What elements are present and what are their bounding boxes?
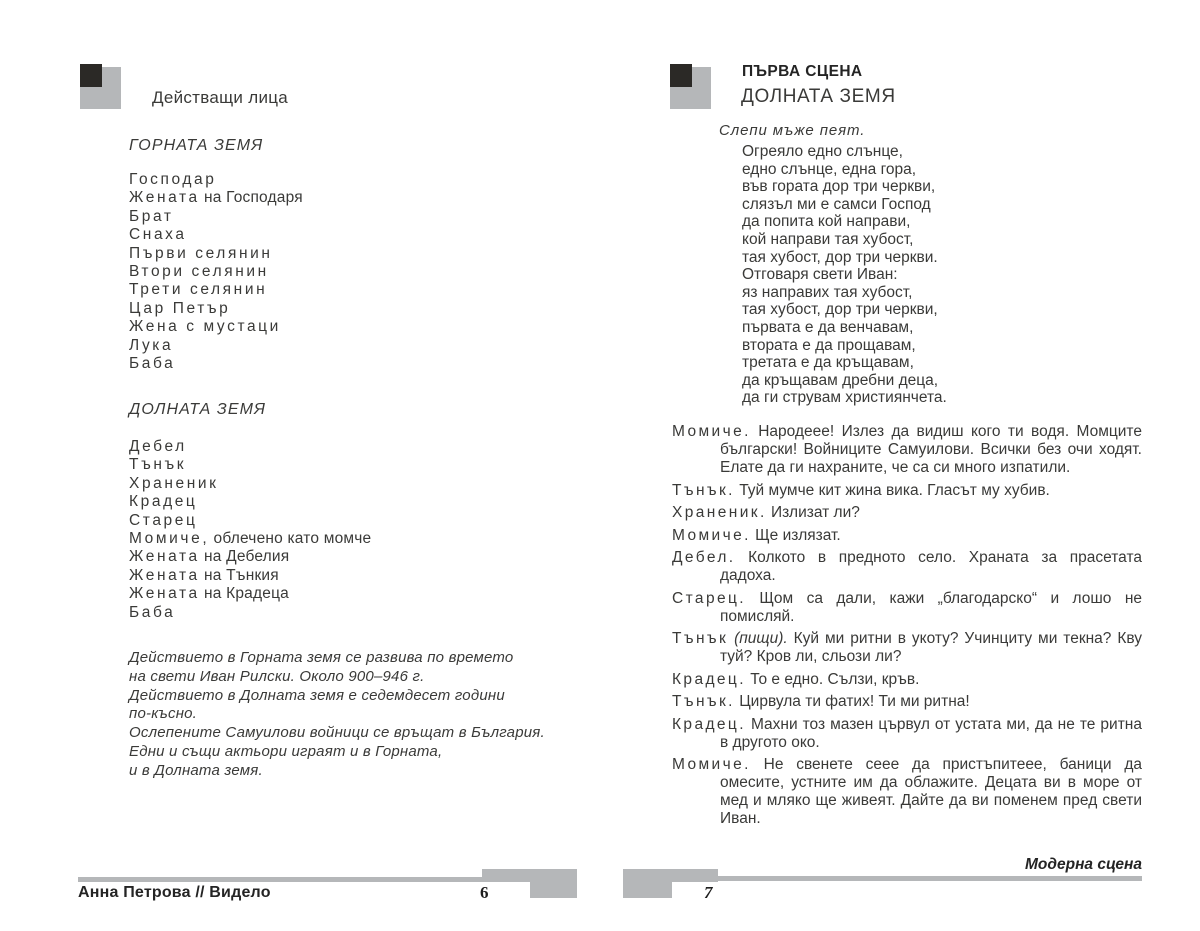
dialogue-entry: Тънък. Цирвула ти фатих! Ти ми ритна! — [672, 693, 970, 710]
page-corner-ornament-icon — [78, 64, 122, 110]
footer-book-title: Анна Петрова // Видело — [78, 884, 271, 901]
cast-member: Втори селянин — [129, 263, 269, 281]
dialogue-entry: Момиче. Народеее! Излез да видиш кого ти водя. Момците български! Войниците Самуилови. Всички без очи ходят. Елате да ги нахраните, че са си много изпатили. — [672, 423, 1142, 476]
dialogue-entry: Крадец. То е едно. Сълзи, кръв. — [672, 670, 920, 688]
song-line: тая хубост, дор три черкви, — [742, 301, 938, 319]
dialogue-entry: Тънък. Туй мумче кит жина вика. Гласът му хубив. — [672, 481, 1050, 499]
dialogue-text: Махни тоз мазен цървул от устата ми, да не те ритна в другото око. — [720, 715, 1142, 751]
song-line: третата е да кръщавам, — [742, 354, 914, 372]
dialogue-text: Не свенете сеее да пристъпитеее, баници да омесите, устните им да облажите. Децата ви в море от мед и мляко ще живеят. Дайте да ви поменем пред свети Иван. — [720, 756, 1143, 827]
cast-member: Баба — [129, 355, 176, 373]
note-line: по-късно. — [129, 705, 198, 723]
cast-member: Старец — [129, 511, 198, 529]
dialogue-entry: Старец. Щом са дали, кажи „благодарско“ и лошо не помисляй. — [672, 589, 1142, 625]
cast-member: Лука — [129, 336, 174, 354]
dialogue-entry: Момиче. Не свенете сеее да пристъпитеее, баници да омесите, устните им да облажите. Децата ви в море от мед и мляко ще живеят. Дайте да ви поменем пред свети Иван. — [672, 756, 1143, 827]
song-line: във гората дор три черкви, — [742, 178, 936, 196]
setting-note — [129, 649, 545, 781]
dialogue-entry: Дебел. Колкото в предното село. Храната за прасетата дадоха. — [672, 549, 1142, 584]
song-line: Отговаря свети Иван: — [742, 266, 898, 284]
scene-subtitle: ДОЛНАТА ЗЕМЯ — [741, 86, 896, 107]
song-line: слязъл ми е самси Господ — [742, 195, 931, 213]
cast-member: Жената на Господаря — [129, 189, 303, 207]
stage-direction: Слепи мъже пеят. — [719, 122, 866, 139]
note-line: на свети Иван Рилски. Около 900–946 г. — [129, 667, 425, 685]
dialogue-text: Излизат ли? — [770, 504, 860, 521]
song-line: да попита кой направи, — [742, 213, 911, 231]
cast-member: Храненик — [129, 474, 219, 492]
section-heading-lower-land: ДОЛНАТА ЗЕМЯ — [129, 401, 267, 418]
cast-member: Дебел — [129, 438, 187, 455]
dark-square-icon — [80, 64, 102, 87]
dialogue-text: Куй ми ритни в укоту? Учинциту ми текна? Кву туй? Кров ли, сльози ли? — [720, 630, 1142, 665]
footer-block-left-lower — [530, 882, 577, 898]
cast-member: Брат — [129, 207, 174, 225]
dark-square-icon — [670, 64, 692, 87]
note-line: Ослепените Самуилови войници се връщат в България. — [129, 724, 545, 742]
section-heading-upper-land: ГОРНАТА ЗЕМЯ — [129, 137, 264, 154]
dialogue-entry: Момиче. Ще излязат. — [672, 526, 841, 544]
dialogue-text: То е едно. Сълзи, кръв. — [750, 670, 920, 688]
footer-rule-right — [718, 876, 1142, 881]
note-line: и в Долната земя. — [129, 761, 263, 779]
song-line: кой направи тая хубост, — [742, 230, 914, 248]
dialogue-text: Колкото в предното село. Храната за прасетата дадоха. — [720, 549, 1142, 584]
dialogue-text: Щом са дали, кажи „благодарско“ и лошо не помисляй. — [720, 589, 1142, 625]
note-line: Действието в Горната земя се развива по времето — [129, 649, 514, 666]
cast-member: Жената на Крадеца — [129, 585, 289, 603]
scene-title: ПЪРВА СЦЕНА — [742, 63, 863, 80]
footer-block-left-upper — [482, 869, 577, 882]
dialogue-text: Народеее! Излез да видиш кого ти водя. Момците български! Войниците Самуилови. Всички без очи ходят. Елате да ги нахраните, че са си много изпатили. — [720, 423, 1142, 476]
cast-member: Жена с мустаци — [129, 318, 281, 336]
song-line: да кръщавам дребни деца, — [742, 371, 939, 389]
page-number-right: 7 — [704, 883, 713, 902]
dialogue-entry: Крадец. Махни тоз мазен цървул от устата ми, да не те ритна в другото око. — [672, 715, 1142, 751]
cast-member: Тънък — [129, 456, 187, 474]
cast-member: Трети селянин — [129, 281, 268, 299]
dialogue-entry: Храненик. Излизат ли? — [672, 504, 860, 521]
cast-member: Баба — [129, 603, 176, 621]
song-line: втората е да прощавам, — [742, 336, 916, 354]
page-number-left: 6 — [480, 883, 489, 902]
note-line: Едни и същи актьори играят и в Горната, — [129, 742, 443, 760]
dialogue-text: Ще излязат. — [755, 526, 841, 544]
song-line: яз направих тая хубост, — [742, 283, 913, 301]
song-line: Огреяло едно слънце, — [742, 143, 903, 160]
page-corner-ornament-icon — [668, 64, 712, 110]
dialogue-entry: Тънък (пищи). Куй ми ритни в укоту? Учинциту ми текна? Кву туй? Кров ли, сльози ли? — [672, 630, 1142, 665]
cast-member: Жената на Тънкия — [129, 566, 279, 584]
song-line: да ги струвам християнчета. — [742, 389, 947, 407]
footer-block-right-upper — [623, 869, 718, 882]
song-line: първата е да венчавам, — [742, 318, 914, 336]
footer-rule-left — [78, 877, 482, 882]
footer-block-right-lower — [623, 882, 672, 898]
cast-list-upper — [129, 171, 303, 373]
cast-list-lower — [129, 438, 371, 622]
dialogue-text: Цирвула ти фатих! Ти ми ритна! — [739, 693, 970, 710]
song-line: тая хубост, дор три черкви. — [742, 248, 938, 266]
cast-member: Жената на Дебелия — [129, 548, 290, 566]
cast-member: Първи селянин — [129, 244, 273, 262]
blind-men-song — [742, 143, 947, 407]
cast-member: Снаха — [129, 226, 187, 244]
page-title: Действащи лица — [152, 88, 289, 107]
dialogue-text: Туй мумче кит жина вика. Гласът му хубив. — [739, 481, 1050, 499]
running-title: Модерна сцена — [1025, 856, 1142, 873]
cast-member: Крадец — [129, 493, 198, 511]
song-line: едно слънце, една гора, — [742, 160, 917, 178]
cast-member: Цар Петър — [129, 299, 231, 317]
cast-member: Господар — [129, 171, 217, 188]
cast-member: Момиче, облечено като момче — [129, 530, 372, 548]
dialogue-column — [672, 423, 1142, 833]
note-line: Действието в Долната земя е седемдесет години — [129, 686, 505, 704]
